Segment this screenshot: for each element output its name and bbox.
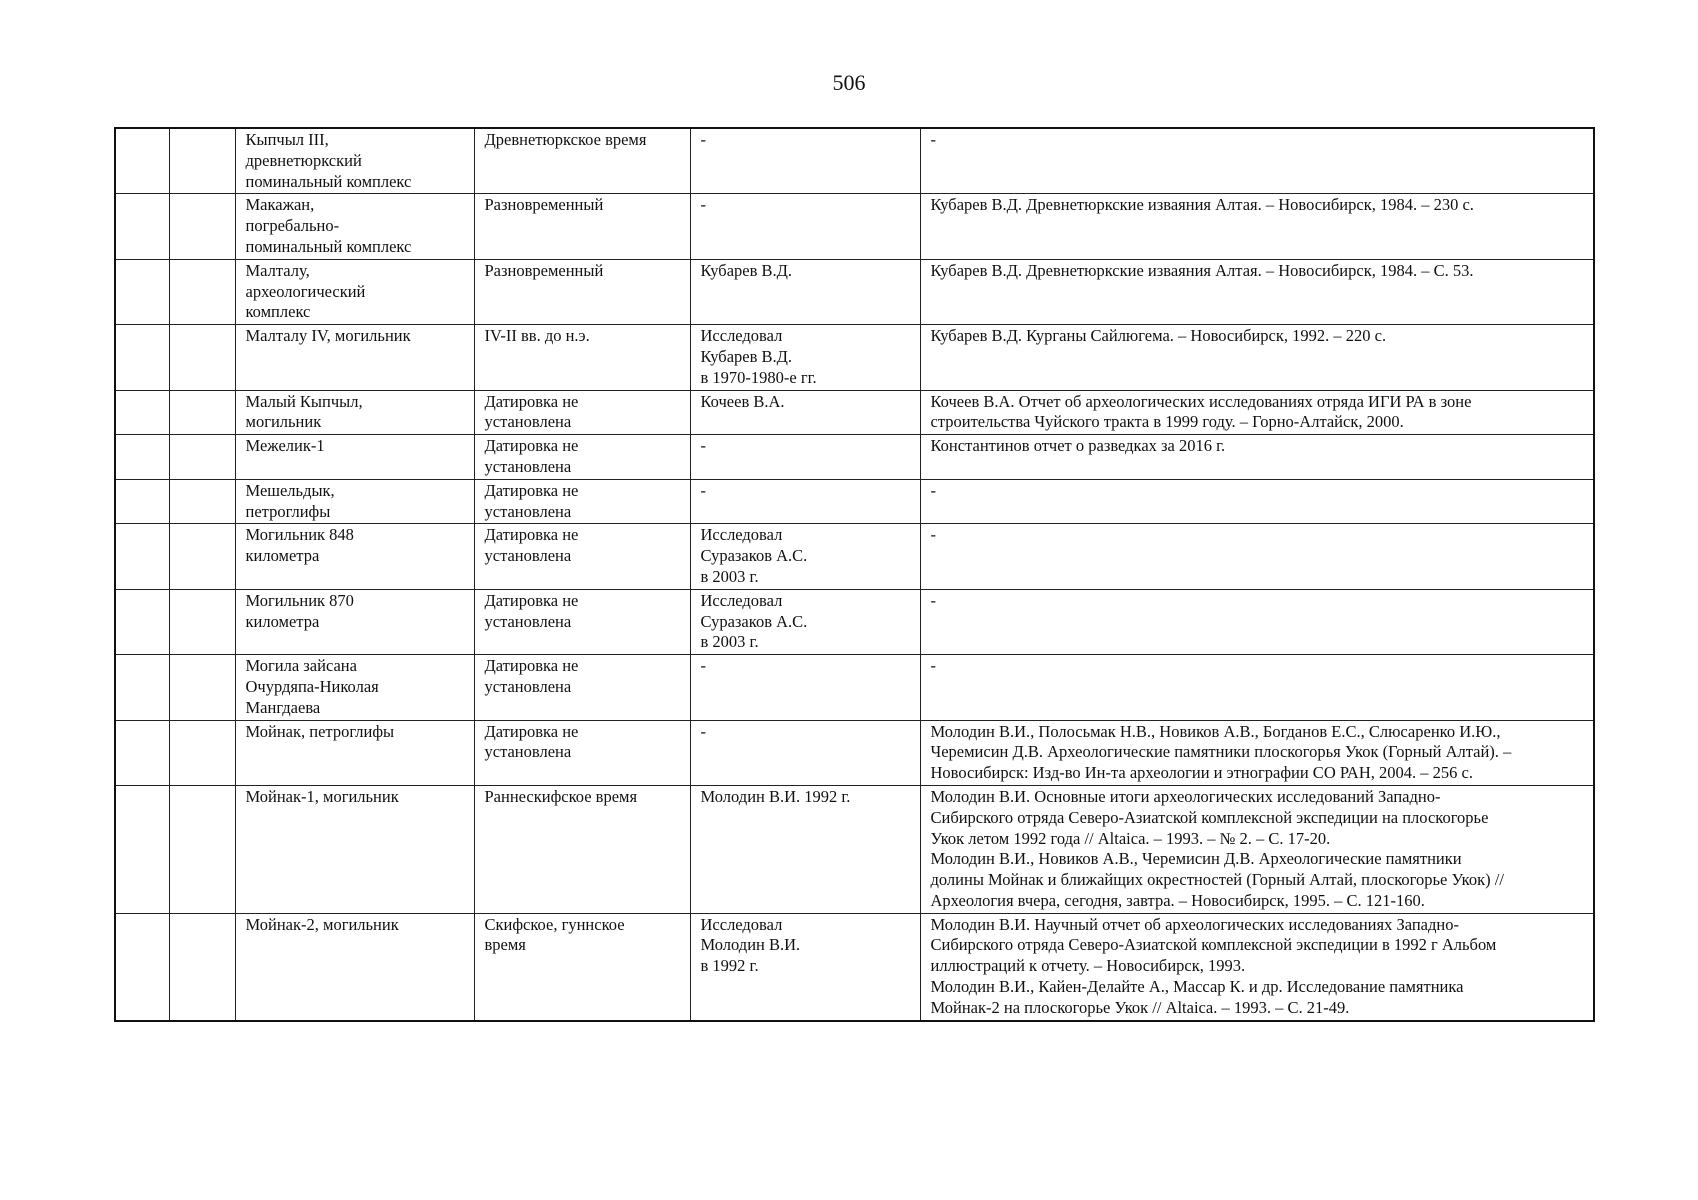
table-row [115,325,1594,390]
number-cell [115,720,169,785]
dating-cell: Датировка не установлена [474,479,690,524]
number-cell [115,325,169,390]
dating-cell: Датировка не установлена [474,435,690,480]
code-cell [169,128,235,194]
monument-name-cell: Макажан, погребально- поминальный комплекс [235,194,474,259]
dating-cell: Датировка не установлена [474,524,690,589]
researcher-cell: Кочеев В.А. [690,390,920,435]
literature-cell: - [920,524,1594,589]
table-row [115,913,1594,1020]
literature-cell: - [920,589,1594,654]
code-cell [169,194,235,259]
researcher-cell: Кубарев В.Д. [690,259,920,324]
table-row [115,720,1594,785]
researcher-cell: - [690,128,920,194]
researcher-cell: Исследовал Кубарев В.Д. в 1970-1980-е гг. [690,325,920,390]
literature-cell: - [920,479,1594,524]
monument-name-cell: Малталу IV, могильник [235,325,474,390]
monument-name-cell: Малталу, археологический комплекс [235,259,474,324]
code-cell [169,390,235,435]
number-cell [115,913,169,1020]
code-cell [169,720,235,785]
dating-cell: Скифское, гуннское время [474,913,690,1020]
literature-cell: Константинов отчет о разведках за 2016 г. [920,435,1594,480]
table-row [115,655,1594,720]
dating-cell: Датировка не установлена [474,390,690,435]
monument-name-cell: Мойнак-2, могильник [235,913,474,1020]
literature-cell: Кубарев В.Д. Древнетюркские изваяния Алтая. – Новосибирск, 1984. – 230 с. [920,194,1594,259]
number-cell [115,524,169,589]
monument-name-cell: Межелик-1 [235,435,474,480]
researcher-cell: - [690,720,920,785]
dating-cell: Датировка не установлена [474,589,690,654]
code-cell [169,524,235,589]
number-cell [115,785,169,913]
monuments-table [114,127,1595,1022]
monument-name-cell: Могильник 848 километра [235,524,474,589]
monument-name-cell: Могильник 870 километра [235,589,474,654]
researcher-cell: - [690,479,920,524]
researcher-cell: - [690,655,920,720]
monument-name-cell: Малый Кыпчыл, могильник [235,390,474,435]
table-row [115,524,1594,589]
number-cell [115,589,169,654]
dating-cell: Датировка не установлена [474,655,690,720]
dating-cell: Древнетюркское время [474,128,690,194]
dating-cell: Разновременный [474,259,690,324]
literature-cell: Кочеев В.А. Отчет об археологических исследованиях отряда ИГИ РА в зоне строительства Чуйского тракта в 1999 году. – Горно-Алтайск, 2000. [920,390,1594,435]
literature-cell: Кубарев В.Д. Курганы Сайлюгема. – Новосибирск, 1992. – 220 с. [920,325,1594,390]
researcher-cell: - [690,194,920,259]
monument-name-cell: Могила зайсана Очурдяпа-Николая Мангдаева [235,655,474,720]
monument-name-cell: Мойнак-1, могильник [235,785,474,913]
number-cell [115,655,169,720]
code-cell [169,785,235,913]
page-number: 506 [832,70,866,95]
researcher-cell: Исследовал Суразаков А.С. в 2003 г. [690,524,920,589]
dating-cell: Раннескифское время [474,785,690,913]
code-cell [169,589,235,654]
table-row [115,128,1594,194]
table-row [115,785,1594,913]
researcher-cell: - [690,435,920,480]
literature-cell: - [920,655,1594,720]
code-cell [169,479,235,524]
code-cell [169,655,235,720]
dating-cell: Датировка не установлена [474,720,690,785]
monument-name-cell: Мойнак, петроглифы [235,720,474,785]
number-cell [115,128,169,194]
table-row [115,259,1594,324]
number-cell [115,390,169,435]
researcher-cell: Молодин В.И. 1992 г. [690,785,920,913]
dating-cell: IV-II вв. до н.э. [474,325,690,390]
monument-name-cell: Мешельдык, петроглифы [235,479,474,524]
code-cell [169,259,235,324]
literature-cell: Молодин В.И. Научный отчет об археологических исследованиях Западно- Сибирского отряда Северо-Азиатской комплексной экспедиции в 1992 г Альбом иллюстраций к отчету. – Новосибирск, 1993. Молодин В.И., Кайен-Делайте А., Массар К. и др. Исследование памятника Мойнак-2 на плоскогорье Укок // Altaica. – 1993. – С. 21-49. [920,913,1594,1020]
literature-cell: Кубарев В.Д. Древнетюркские изваяния Алтая. – Новосибирск, 1984. – С. 53. [920,259,1594,324]
code-cell [169,913,235,1020]
table-row [115,435,1594,480]
number-cell [115,194,169,259]
number-cell [115,479,169,524]
literature-cell: Молодин В.И., Полосьмак Н.В., Новиков А.В., Богданов Е.С., Слюсаренко И.Ю., Черемисин Д.В. Археологические памятники плоскогорья Укок (Горный Алтай). – Новосибирск: Изд-во Ин-та археологии и этнографии СО РАН, 2004. – 256 с. [920,720,1594,785]
table-row [115,194,1594,259]
number-cell [115,435,169,480]
table-row [115,390,1594,435]
number-cell [115,259,169,324]
researcher-cell: Исследовал Суразаков А.С. в 2003 г. [690,589,920,654]
table-row [115,589,1594,654]
literature-cell: - [920,128,1594,194]
code-cell [169,435,235,480]
table-row [115,479,1594,524]
code-cell [169,325,235,390]
dating-cell: Разновременный [474,194,690,259]
researcher-cell: Исследовал Молодин В.И. в 1992 г. [690,913,920,1020]
monument-name-cell: Кыпчыл III, древнетюркский поминальный комплекс [235,128,474,194]
literature-cell: Молодин В.И. Основные итоги археологических исследований Западно- Сибирского отряда Северо-Азиатской комплексной экспедиции на плоскогорье Укок летом 1992 года // Altaica. – 1993. – № 2. – С. 17-20. Молодин В.И., Новиков А.В., Черемисин Д.В. Археологические памятники долины Мойнак и ближайщих окрестностей (Горный Алтай, плоскогорье Укок) // Археология вчера, сегодня, завтра. – Новосибирск, 1995. – С. 121-160. [920,785,1594,913]
